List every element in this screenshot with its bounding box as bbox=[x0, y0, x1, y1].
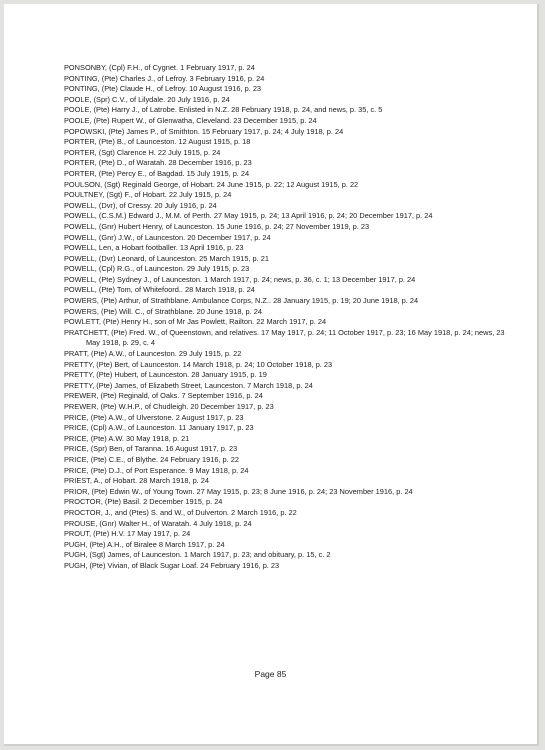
index-entry: PUGH, (Pte) A.H., of Biralee 8 March 1917, p. 24 bbox=[64, 539, 225, 549]
index-entry: POPOWSKI, (Pte) James P., of Smithton. 15 February 1917, p. 24; 4 July 1918, p. 24 bbox=[64, 126, 344, 136]
index-entry: POULSON, (Sgt) Reginald George, of Hobart. 24 June 1915, p. 22; 12 August 1915, p. 22 bbox=[64, 179, 359, 189]
index-entry: POOLE, (Spr) C.V., of Lilydale. 20 July 1916, p. 24 bbox=[64, 94, 230, 104]
index-entry: PRICE, (Pte) D.J., of Port Esperance. 9 May 1918, p. 24 bbox=[64, 465, 249, 475]
index-entry: PRETTY, (Pte) James, of Elizabeth Street, Launceston. 7 March 1918, p. 24 bbox=[64, 380, 313, 390]
index-entry: POWELL, (Cpl) R.G., of Launceston. 29 July 1915, p. 23 bbox=[64, 264, 250, 274]
page-number: Page 85 bbox=[254, 669, 287, 679]
index-entry: PORTER, (Sgt) Clarence H. 22 July 1915, p. 24 bbox=[64, 147, 221, 157]
index-entry: POWELL, (Dvr) Leonard, of Launceston. 25 March 1915, p. 21 bbox=[64, 253, 269, 263]
index-entry: POOLE, (Pte) Rupert W., of Glenwatha, Cleveland. 23 December 1915, p. 24 bbox=[64, 115, 317, 125]
index-entry: PREWER, (Pte) Reginald, of Oaks. 7 September 1916, p. 24 bbox=[64, 391, 263, 401]
index-entry: POOLE, (Pte) Harry J., of Latrobe. Enlisted in N.Z. 28 February 1918, p. 24, and news, p. 35, c. 5 bbox=[64, 105, 383, 115]
index-entry: PROUT, (Pte) H.V. 17 May 1917, p. 24 bbox=[64, 529, 191, 539]
index-entry: PRICE, (Cpl) A.W., of Launceston. 11 January 1917, p. 23 bbox=[64, 423, 254, 433]
index-entry: POWELL, (C.S.M.) Edward J., M.M. of Perth. 27 May 1915, p. 24; 13 April 1916, p. 24; 20 December 1917, p. 24 bbox=[64, 211, 433, 221]
index-entry: PRETTY, (Pte) Hubert, of Launceston. 28 January 1915, p. 19 bbox=[64, 370, 267, 380]
index-entry: PREWER, (Pte) W.H.P., of Chudleigh. 20 December 1917, p. 23 bbox=[64, 402, 274, 411]
index-entry: PRIEST, A., of Hobart. 28 March 1918, p. 24 bbox=[64, 476, 210, 486]
index-entry: PONTING, (Pte) Claude H., of Lefroy. 10 August 1916, p. 23 bbox=[64, 84, 262, 94]
index-entry: PRATT, (Pte) A.W., of Launceston. 29 July 1915, p. 22 bbox=[64, 349, 242, 359]
index-entry: PRICE, (Pte) A.W., of Ulverstone. 2 August 1917, p. 23 bbox=[64, 412, 244, 422]
index-entry: POWELL, (Pte) Sydney J., of Launceston. 1 March 1917, p. 24; news, p. 36, c. 1; 13 December 1917, p. 24 bbox=[64, 274, 416, 284]
index-entry: PORTER, (Pte) Percy E., of Bagdad. 15 July 1915, p. 24 bbox=[64, 168, 250, 178]
index-entry: PROUSE, (Gnr) Walter H., of Waratah. 4 July 1918, p. 24 bbox=[64, 518, 252, 528]
index-entry: POWELL, (Dvr), of Cressy. 20 July 1916, p. 24 bbox=[64, 200, 217, 210]
index-entry: PUGH, (Sgt) James, of Launceston. 1 March 1917, p. 23; and obituary, p. 15, c. 2 bbox=[64, 550, 331, 560]
index-entry: POWERS, (Pte) Will. C., of Strathblane. 20 June 1918, p. 24 bbox=[64, 306, 262, 316]
index-entry: PRICE, (Pte) A.W. 30 May 1918, p. 21 bbox=[64, 433, 190, 443]
index-entry: POWLETT, (Pte) Henry H., son of Mr Jas Powlett, Railton. 22 March 1917, p. 24 bbox=[64, 317, 327, 327]
index-entry: PROCTOR, (Pte) Basil. 2 December 1915, p. 24 bbox=[64, 497, 223, 507]
index-entry-list bbox=[64, 63, 514, 572]
index-entry: PUGH, (Pte) Vivian, of Black Sugar Loaf. 24 February 1916, p. 23 bbox=[64, 560, 280, 570]
index-entry: POWELL, Len, a Hobart footballer. 13 April 1916, p. 23 bbox=[64, 243, 244, 253]
index-entry: PROCTOR, J., and (Ptes) S. and W., of Dulverton. 2 March 1916, p. 22 bbox=[64, 507, 297, 517]
index-entry: POWELL, (Gnr) J.W., of Launceston. 20 December 1917, p. 24 bbox=[64, 232, 271, 242]
document-page bbox=[4, 4, 539, 746]
index-entry: PONTING, (Pte) Charles J., of Lefroy. 3 February 1916, p. 24 bbox=[64, 73, 265, 83]
index-entry: PORTER, (Pte) B., of Launceston. 12 August 1915, p. 18 bbox=[64, 137, 251, 147]
index-entry: POULTNEY, (Sgt) F., of Hobart. 22 July 1915, p. 24 bbox=[64, 190, 232, 200]
index-entry: POWELL, (Gnr) Hubert Henry, of Launceston. 15 June 1916, p. 24; 27 November 1919, p. 23 bbox=[64, 221, 370, 231]
index-entry: PRETTY, (Pte) Bert, of Launceston. 14 March 1918, p. 24; 10 October 1918, p. 23 bbox=[64, 359, 333, 369]
index-entry: PRIOR, (Pte) Edwin W., of Young Town. 27 May 1915, p. 23; 8 June 1916, p. 24; 23 November 1916, p. 24 bbox=[64, 486, 413, 496]
index-entry: POWERS, (Pte) Arthur, of Strathblane. Ambulance Corps, N.Z.. 28 January 1915, p. 19; 20 June 1918, p. 24 bbox=[64, 296, 419, 306]
index-entry: PRICE, (Pte) C.E., of Blythe. 24 February 1916, p. 22 bbox=[64, 454, 239, 464]
index-entry: PONSONBY, (Cpl) F.H., of Cygnet. 1 February 1917, p. 24 bbox=[64, 63, 255, 72]
index-entry: PRATCHETT, (Pte) Fred. W., of Queenstown, and relatives. 17 May 1917, p. 24; 11 October 1917, p. 23; 16 May 1918, p. 24; news, 23 May 1918, p. 29, c. 4 bbox=[64, 327, 505, 348]
index-entry: POWELL, (Pte) Tom, of Whitefoord.. 28 March 1918, p. 24 bbox=[64, 285, 255, 295]
index-entry: PORTER, (Pte) D., of Waratah. 28 December 1916, p. 23 bbox=[64, 158, 252, 168]
index-entry: PRICE, (Spr) Ben, of Taranna. 16 August 1917, p. 23 bbox=[64, 444, 238, 454]
